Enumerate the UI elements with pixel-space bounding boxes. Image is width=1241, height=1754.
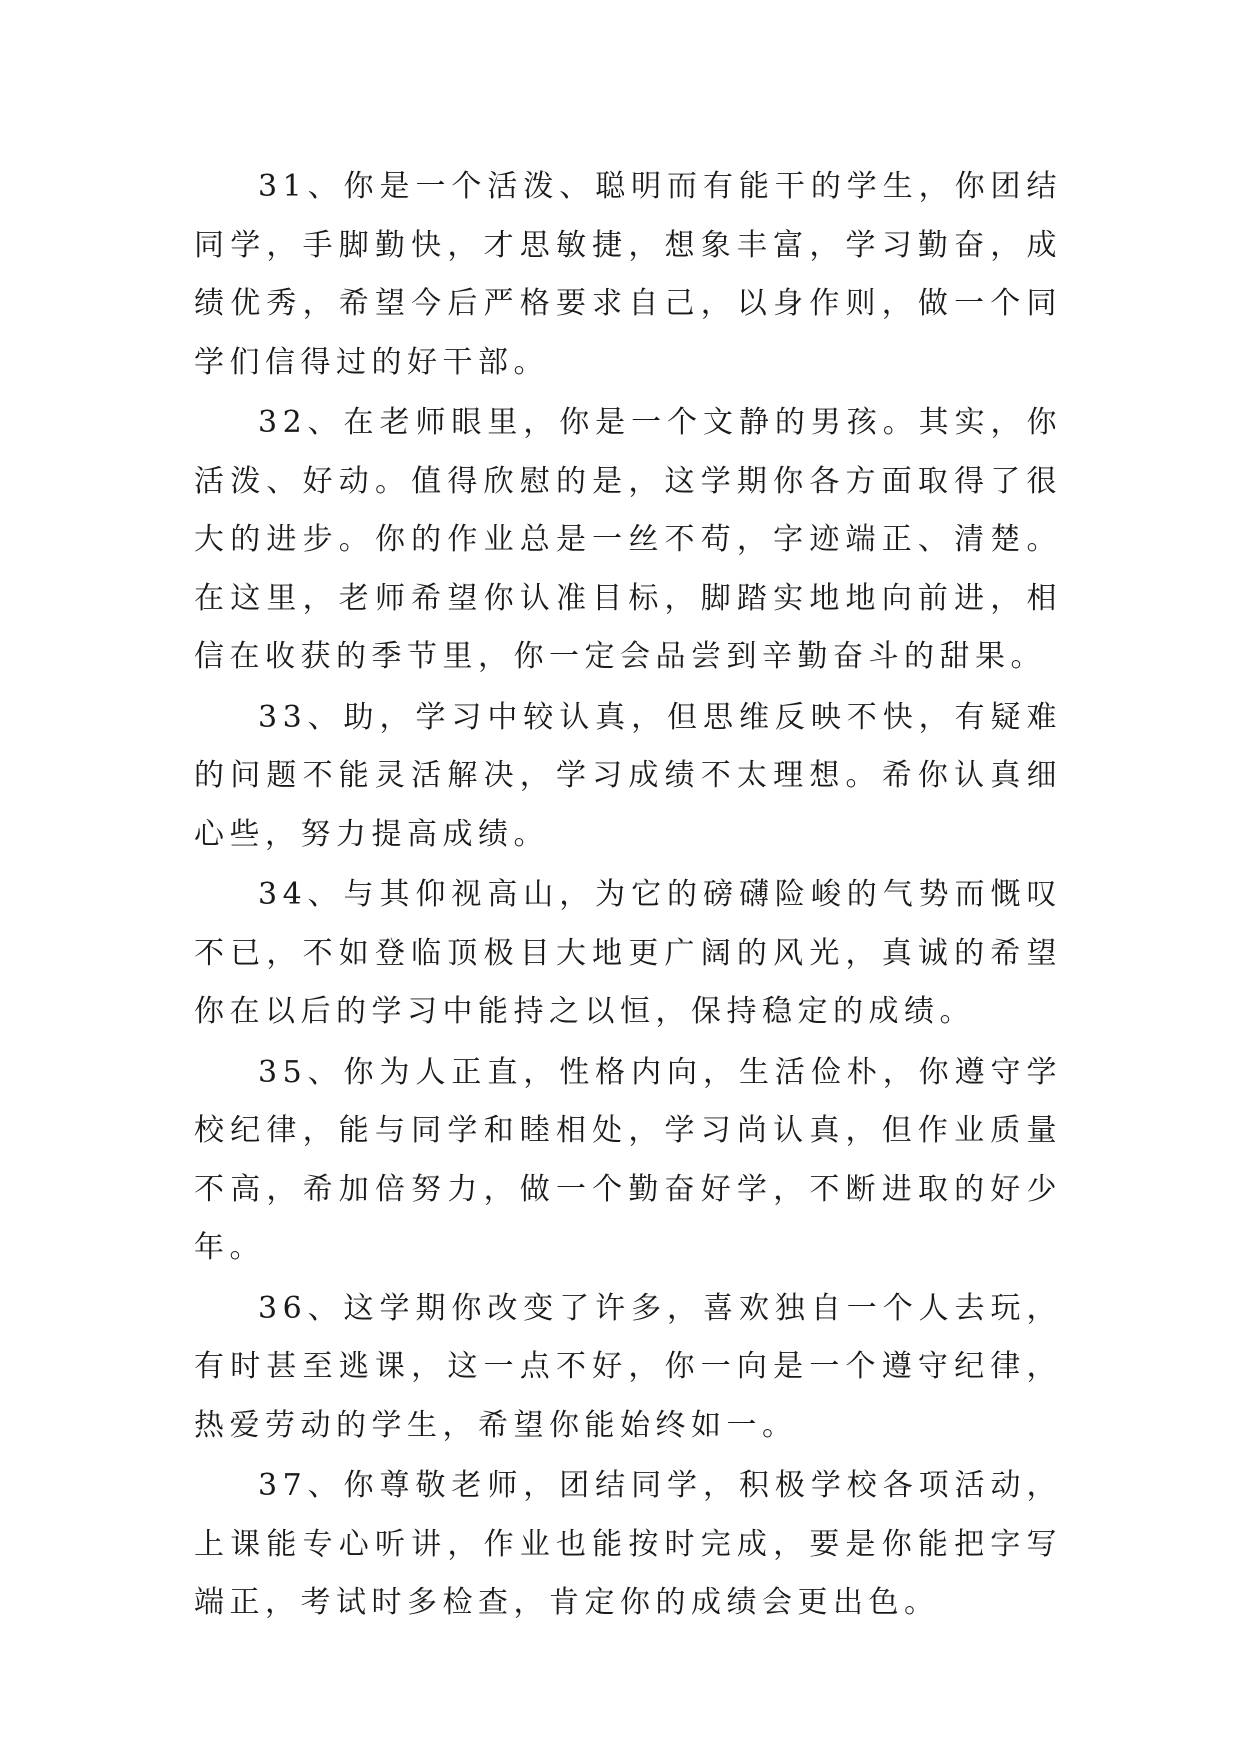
comment-paragraph-32: 32、在老师眼里，你是一个文静的男孩。其实，你活泼、好动。值得欣慰的是，这学期你各方面取得了很大的进步。你的作业总是一丝不苟，字迹端正、清楚。在这里，老师希望你认准目标，脚踏实地地向前进，相信在收获的季节里，你一定会品尝到辛勤奋斗的甜果。 (194, 405, 1062, 674)
comment-paragraph-33: 33、助，学习中较认真，但思维反映不快，有疑难的问题不能灵活解决，学习成绩不太理想。希你认真细心些，努力提高成绩。 (194, 699, 1062, 852)
comment-paragraph-37: 37、你尊敬老师，团结同学，积极学校各项活动，上课能专心听讲，作业也能按时完成，要是你能把字写端正，考试时多检查，肯定你的成绩会更出色。 (194, 1468, 1062, 1620)
comment-paragraph-35: 35、你为人正直，性格内向，生活俭朴，你遵守学校纪律，能与同学和睦相处，学习尚认真，但作业质量不高，希加倍努力，做一个勤奋好学，不断进取的好少年。 (194, 1054, 1062, 1265)
comment-paragraph-36: 36、这学期你改变了许多，喜欢独自一个人去玩，有时甚至逃课，这一点不好，你一向是一个遵守纪律，热爱劳动的学生，希望你能始终如一。 (194, 1290, 1062, 1443)
comment-paragraph-34: 34、与其仰视高山，为它的磅礴险峻的气势而慨叹不已，不如登临顶极目大地更广阔的风光，真诚的希望你在以后的学习中能持之以恒，保持稳定的成绩。 (194, 877, 1062, 1029)
comment-paragraph-31: 31、你是一个活泼、聪明而有能干的学生，你团结同学，手脚勤快，才思敏捷，想象丰富，学习勤奋，成绩优秀，希望今后严格要求自己，以身作则，做一个同学们信得过的好干部。 (194, 169, 1062, 380)
document-body (194, 158, 1062, 1635)
